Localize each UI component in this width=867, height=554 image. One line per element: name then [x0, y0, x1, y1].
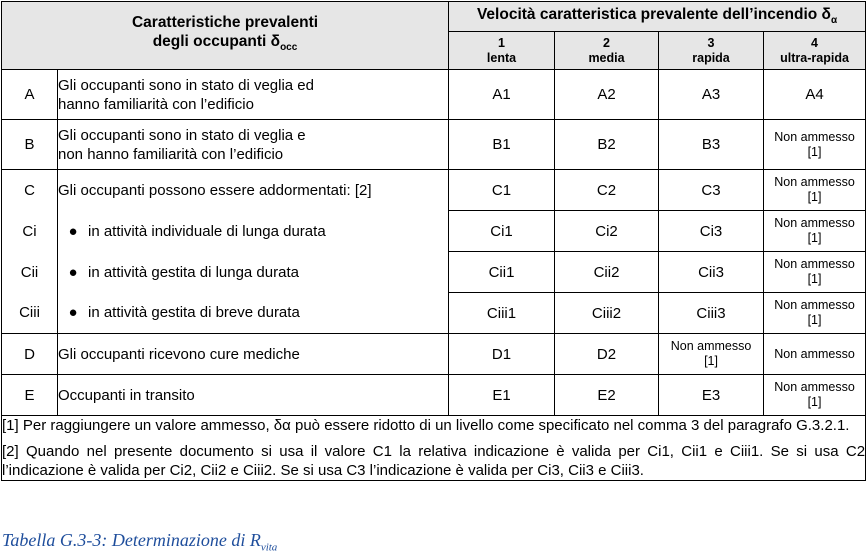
caption-text: Tabella G.3-3: Determinazione di R: [2, 530, 261, 550]
na-text: Non ammesso: [774, 216, 855, 230]
cell-not-allowed: [764, 170, 866, 211]
level-1-header: [449, 32, 555, 70]
cell-value: B1: [449, 120, 555, 170]
na-text: Non ammesso: [670, 339, 752, 353]
cell-value: Ciii3: [659, 293, 764, 334]
na-text: Non ammesso: [774, 129, 855, 144]
table-row: [2, 211, 866, 252]
cell-not-allowed: [659, 334, 764, 375]
row-description: [58, 293, 449, 334]
na-note-ref: [1]: [807, 313, 822, 327]
cell-value: Ciii1: [449, 293, 555, 334]
row-code: C: [2, 170, 58, 211]
bullet-icon: ●: [68, 304, 78, 322]
cell-value: E1: [449, 375, 555, 416]
header-velocity-title: Velocità caratteristica prevalente dell’incendio δ: [476, 6, 831, 24]
table-row: [2, 170, 866, 211]
header-occupant-characteristics: [2, 2, 449, 70]
cell-value: C1: [449, 170, 555, 211]
cell-value: Cii1: [449, 252, 555, 293]
level-3-header: [659, 32, 764, 70]
row-code: Ci: [2, 211, 58, 252]
table-row: [2, 375, 866, 416]
na-note-ref: [1]: [807, 272, 822, 286]
row-code: A: [2, 70, 58, 120]
cell-value: Ci3: [659, 211, 764, 252]
level-num: 2: [603, 35, 610, 50]
row-description: [58, 252, 449, 293]
header-velocity-sub: α: [830, 15, 838, 27]
cell-not-allowed: [764, 375, 866, 416]
cell-value: E2: [555, 375, 659, 416]
na-note-ref: [1]: [807, 144, 822, 159]
desc-line: hanno familiarità con l’edificio: [58, 95, 254, 113]
level-label: lenta: [486, 50, 517, 65]
level-num: 4: [811, 35, 818, 50]
cell-value: A3: [659, 70, 764, 120]
cell-value: C2: [555, 170, 659, 211]
cell-value: Cii2: [555, 252, 659, 293]
rvita-table: [1, 1, 866, 481]
table-row: [2, 252, 866, 293]
row-code: B: [2, 120, 58, 170]
table-row: [2, 120, 866, 170]
table-row: [2, 293, 866, 334]
cell-value: A2: [555, 70, 659, 120]
cell-value: D1: [449, 334, 555, 375]
cell-not-allowed: Non ammesso: [764, 334, 866, 375]
na-text: Non ammesso: [774, 175, 855, 189]
cell-value: E3: [659, 375, 764, 416]
cell-not-allowed: [764, 211, 866, 252]
desc-text: in attività individuale di lunga durata: [88, 222, 326, 240]
header-fire-velocity: [449, 2, 866, 32]
na-note-ref: [1]: [807, 231, 822, 245]
desc-line: non hanno familiarità con l’edificio: [58, 145, 284, 163]
cell-value: Ciii2: [555, 293, 659, 334]
cell-value: Ci2: [555, 211, 659, 252]
na-note-ref: [1]: [807, 190, 822, 204]
row-description: Gli occupanti possono essere addormentati: [2]: [58, 170, 449, 211]
level-2-header: [555, 32, 659, 70]
desc-line: Gli occupanti sono in stato di veglia e: [58, 126, 306, 144]
cell-value: B3: [659, 120, 764, 170]
table-row: [2, 70, 866, 120]
row-description: [58, 70, 449, 120]
row-code: E: [2, 375, 58, 416]
cell-value: Cii3: [659, 252, 764, 293]
bullet-icon: ●: [68, 222, 78, 240]
cell-value: A4: [764, 70, 866, 120]
cell-value: D2: [555, 334, 659, 375]
na-note-ref: [1]: [807, 395, 822, 409]
cell-value: C3: [659, 170, 764, 211]
level-label: rapida: [692, 50, 730, 65]
na-note-ref: [1]: [704, 354, 718, 368]
cell-value: B2: [555, 120, 659, 170]
caption-sub: vita: [260, 541, 278, 554]
level-num: 3: [707, 35, 715, 50]
table-row: [2, 334, 866, 375]
note-2: [2] Quando nel presente documento si usa il valore C1 la relativa indicazione è valida per Ci1, Cii1 e Ciii1. Se si usa C2 l’indicazione è valida per Ci2, Cii2 e Ciii2. Se si usa C3 l’indicazione è valida per Ci3, Cii3 e Ciii3.: [2, 443, 866, 479]
row-code: D: [2, 334, 58, 375]
na-text: Non ammesso: [774, 380, 855, 394]
table-notes: [2, 416, 866, 481]
row-description: [58, 211, 449, 252]
na-text: Non ammesso: [774, 298, 855, 312]
note-1: [1] Per raggiungere un valore ammesso, δα può essere ridotto di un livello come specificato nel comma 3 del paragrafo G.3.2.1.: [2, 417, 850, 434]
row-code: Ciii: [2, 293, 58, 334]
na-text: Non ammesso: [774, 257, 855, 271]
desc-text: in attività gestita di lunga durata: [88, 263, 299, 281]
level-label: ultra-rapida: [780, 50, 849, 65]
table-caption: [2, 530, 277, 554]
row-description: [58, 120, 449, 170]
cell-not-allowed: [764, 293, 866, 334]
level-num: 1: [498, 35, 505, 50]
desc-text: in attività gestita di breve durata: [88, 304, 300, 322]
desc-line: Gli occupanti sono in stato di veglia ed: [58, 76, 314, 94]
header-char-line2: degli occupanti δ: [152, 33, 281, 51]
cell-value: Ci1: [449, 211, 555, 252]
header-char-sub: occ: [280, 42, 298, 54]
level-label: media: [588, 50, 625, 65]
cell-value: A1: [449, 70, 555, 120]
cell-not-allowed: [764, 120, 866, 170]
header-char-line1: Caratteristiche prevalenti: [131, 14, 319, 32]
cell-not-allowed: [764, 252, 866, 293]
row-description: Gli occupanti ricevono cure mediche: [58, 334, 449, 375]
level-4-header: [764, 32, 866, 70]
bullet-icon: ●: [68, 263, 78, 281]
row-code: Cii: [2, 252, 58, 293]
row-description: Occupanti in transito: [58, 375, 449, 416]
